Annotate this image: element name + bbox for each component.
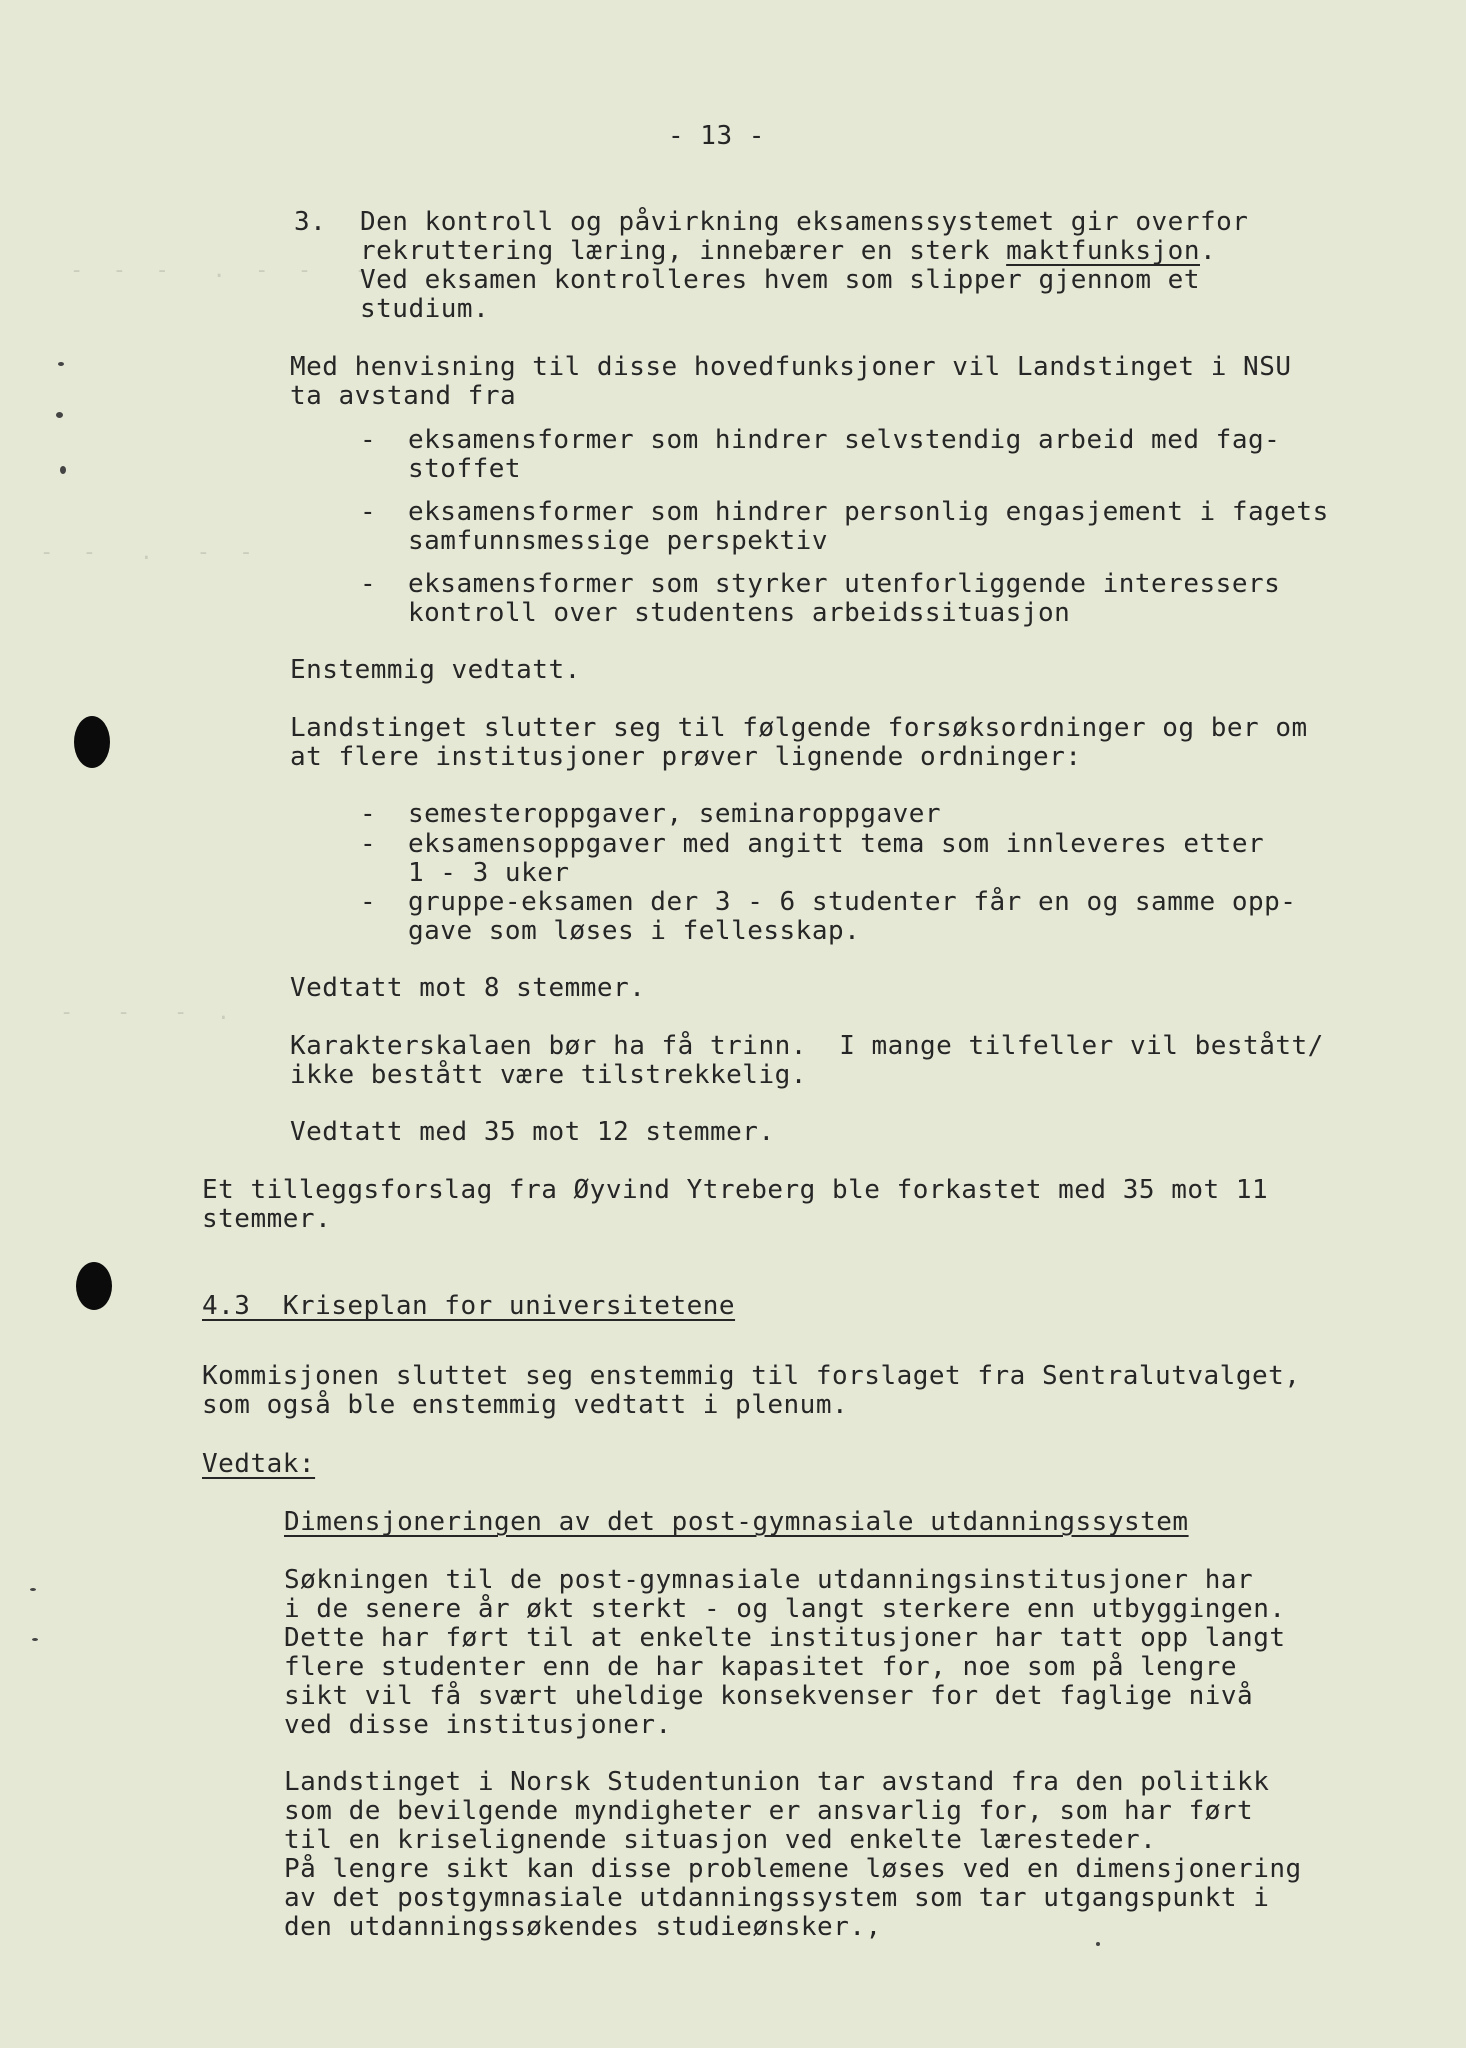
- item3-line: Ved eksamen kontrolleres hvem som slipper gjennom et: [360, 265, 1200, 295]
- list-item-line: eksamensoppgaver med angitt tema som innleveres etter: [408, 829, 1265, 859]
- intro-line: Med henvisning til disse hovedfunksjoner vil Landstinget i NSU: [290, 352, 1292, 382]
- item3-line: studium.: [360, 294, 490, 324]
- paragraph-line: Landstinget i Norsk Studentunion tar avstand fra den politikk: [284, 1767, 1270, 1797]
- list-dash: -: [360, 799, 377, 829]
- margin-mark: [60, 466, 66, 474]
- paragraph-line: ved disse institusjoner.: [284, 1710, 672, 1740]
- margin-mark: [32, 1638, 38, 1641]
- list-item-line: 1 - 3 uker: [408, 858, 570, 888]
- list-dash: -: [360, 569, 377, 599]
- item-number: 3.: [294, 207, 327, 237]
- tillegg-line: stemmer.: [202, 1204, 332, 1234]
- margin-mark: [1096, 1942, 1100, 1946]
- kommisjon-line: som også ble enstemmig vedtatt i plenum.: [202, 1390, 849, 1420]
- margin-mark: [30, 1588, 36, 1591]
- vote-result: Vedtatt med 35 mot 12 stemmer.: [290, 1117, 775, 1147]
- emphasis-maktfunksjon: maktfunksjon: [1006, 236, 1200, 266]
- tillegg-line: Et tilleggsforslag fra Øyvind Ytreberg ble forkastet med 35 mot 11: [202, 1175, 1269, 1205]
- punch-hole: [74, 716, 110, 768]
- margin-mark: [56, 412, 63, 418]
- forsok-intro-line: at flere institusjoner prøver lignende ordninger:: [290, 742, 1082, 772]
- list-item-line: kontroll over studentens arbeidssituasjon: [408, 598, 1071, 628]
- margin-mark: [58, 362, 64, 366]
- intro-line: ta avstand fra: [290, 381, 517, 411]
- paragraph-line: den utdanningssøkendes studieønsker.,: [284, 1912, 882, 1942]
- list-dash: -: [360, 887, 377, 917]
- item3-line: Den kontroll og påvirkning eksamenssystemet gir overfor: [360, 207, 1249, 237]
- list-item-line: eksamensformer som styrker utenforliggende interessers: [408, 569, 1281, 599]
- bleed-through-text: - - - .: [60, 1000, 231, 1025]
- kommisjon-line: Kommisjonen sluttet seg enstemmig til forslaget fra Sentralutvalget,: [202, 1361, 1301, 1391]
- paragraph-line: som de bevilgende myndigheter er ansvarlig for, som har ført: [284, 1796, 1254, 1826]
- list-dash: -: [360, 829, 377, 859]
- list-item-line: semesteroppgaver, seminaroppgaver: [408, 799, 942, 829]
- item3-line: rekruttering læring, innebærer en sterk maktfunksjon.: [360, 236, 1217, 266]
- bleed-through-text: - - - . - - -: [70, 258, 370, 283]
- section-heading: 4.3 Kriseplan for universitetene: [202, 1291, 736, 1321]
- karakter-line: Karakterskalaen bør ha få trinn. I mange tilfeller vil bestått/: [290, 1031, 1324, 1061]
- vedtak-label: Vedtak:: [202, 1449, 316, 1479]
- vote-result: Enstemmig vedtatt.: [290, 655, 581, 685]
- list-dash: -: [360, 497, 377, 527]
- paragraph-line: til en kriselignende situasjon ved enkelte læresteder.: [284, 1825, 1157, 1855]
- paragraph-line: flere studenter enn de har kapasitet for, noe som på lengre: [284, 1652, 1238, 1682]
- sub-heading: Dimensjoneringen av det post-gymnasiale utdanningssystem: [284, 1507, 1189, 1537]
- list-item-line: eksamensformer som hindrer selvstendig arbeid med fag-: [408, 425, 1281, 455]
- list-item-line: eksamensformer som hindrer personlig engasjement i fagets: [408, 497, 1329, 527]
- karakter-line: ikke bestått være tilstrekkelig.: [290, 1060, 807, 1090]
- list-item-line: samfunnsmessige perspektiv: [408, 526, 828, 556]
- paragraph-line: Dette har ført til at enkelte institusjoner har tatt opp langt: [284, 1623, 1286, 1653]
- forsok-intro-line: Landstinget slutter seg til følgende forsøksordninger og ber om: [290, 713, 1308, 743]
- list-item-line: stoffet: [408, 454, 522, 484]
- list-item-line: gruppe-eksamen der 3 - 6 studenter får en og samme opp-: [408, 887, 1297, 917]
- punch-hole: [76, 1262, 112, 1310]
- page-number: - 13 -: [668, 121, 765, 151]
- paragraph-line: Søkningen til de post-gymnasiale utdanningsinstitusjoner har: [284, 1565, 1254, 1595]
- list-dash: -: [360, 425, 377, 455]
- paragraph-line: av det postgymnasiale utdanningssystem som tar utgangspunkt i: [284, 1883, 1270, 1913]
- paragraph-line: sikt vil få svært uheldige konsekvenser for det faglige nivå: [284, 1681, 1254, 1711]
- paragraph-line: i de senere år økt sterkt - og langt sterkere enn utbyggingen.: [284, 1594, 1286, 1624]
- paragraph-line: På lengre sikt kan disse problemene løses ved en dimensjonering: [284, 1854, 1302, 1884]
- vote-result: Vedtatt mot 8 stemmer.: [290, 973, 646, 1003]
- list-item-line: gave som løses i fellesskap.: [408, 916, 861, 946]
- bleed-through-text: - - . - -: [40, 540, 254, 565]
